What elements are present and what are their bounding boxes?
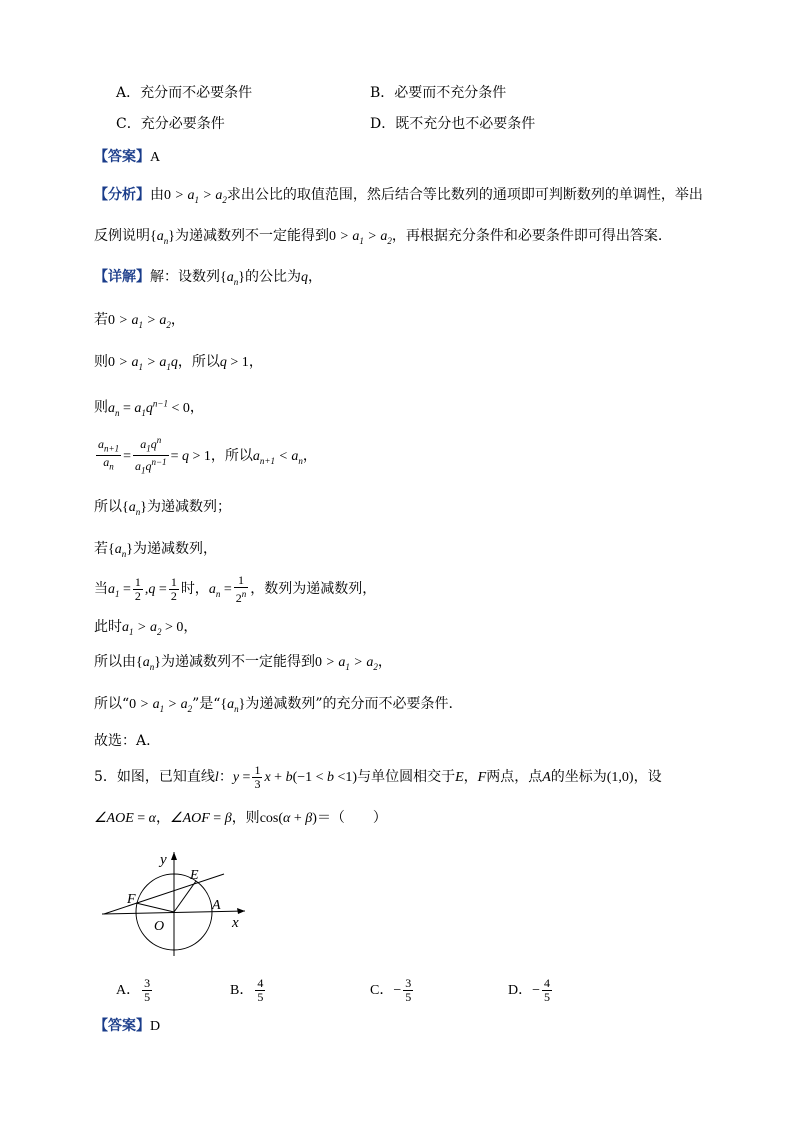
label-o: O [154,919,165,934]
q5-text: ， [463,769,478,785]
math-inline: E [455,770,464,785]
math-inline: cos(α + β) [259,811,317,826]
label-y: y [160,852,167,868]
math-inline: $0 > a_1 > a_2$ [108,313,171,330]
q5-text: 的坐标为 [550,769,607,785]
q4-detail-l10 [94,694,453,719]
q5-option-d [508,973,554,1008]
q4-option-c: C．充分必要条件 [116,116,225,132]
unit-circle-figure [100,848,250,958]
detail-tag: 【详解】 [94,269,150,285]
segment-oe [174,881,196,912]
label-f: F [127,892,136,907]
detail-text: 所以由 [94,654,136,670]
q5-text: 两点，点 [486,769,543,785]
fraction: $\frac{4}{5}$ [257,975,264,1004]
fraction: $\frac{1}{3}$ [254,762,261,791]
option-label: D． [508,983,533,998]
x-axis-arrow [237,908,245,914]
fraction: $\frac{3}{5}$ [144,975,151,1004]
answer-tag: 【答案】 [94,1018,150,1034]
detail-text: ，所以 [177,354,220,370]
detail-text: 解：设数列 [150,269,220,285]
fraction: $\frac{4}{5}$ [544,975,551,1004]
option-label: B． [230,983,254,998]
q4-option-b: B．必要而不充分条件 [370,85,507,101]
analysis-text: 为递减数列不一定能得到 [174,228,329,244]
detail-text: 所以 [94,499,122,515]
fraction: $\frac{1}{2}$ [134,574,141,603]
q5-stem-line2 [94,808,387,829]
math-inline: $\{a_n\}$ [136,655,161,672]
math-inline: $0 > a_1 > a_2$ [314,655,378,672]
math-inline: q [300,270,308,285]
q4-detail-l6 [94,539,217,564]
math-inline: $0 > a_1 > a_2$ [129,697,193,714]
minus-sign: − [393,983,402,998]
math-inline: F [477,770,487,785]
detail-text: ， [183,619,198,635]
q5-answer [94,1016,160,1037]
math-inline: $a_{n+1} < a_n$ [252,448,303,466]
label-a: A [212,898,221,913]
detail-text: 此时 [94,619,122,635]
q4-detail-l4 [94,434,317,478]
math-inline: $\{a_n\}$ [122,500,147,517]
q5-text: 与单位圆相交于 [357,769,456,785]
detail-text: ， [248,354,263,370]
math-inline: A [542,770,551,785]
q5-text: ， [156,810,171,826]
math-inline: $a_1 > a_2 > 0$ [122,620,184,637]
detail-text: ， [377,654,392,670]
detail-text: 则 [94,354,108,370]
label-x: x [232,915,239,931]
q4-detail-l8 [94,617,197,642]
math-inline: $0 > a_1 > a_2$ [164,188,227,205]
option-label: A． [116,983,141,998]
detail-text: 为递减数列”的充分而不必要条件. [245,696,453,712]
math-inline: $a_n = a_1q^{n-1} < 0$ [108,398,190,418]
q4-detail-l3 [94,393,204,422]
q4-detail-l11: 故选：A. [94,733,151,749]
segment-of [136,903,174,912]
answer-value: A [150,150,161,165]
q4-option-d: D．既不充分也不必要条件 [370,116,536,132]
q5-text: ＝（ ） [316,810,387,826]
detail-text: 的公比为 [244,269,301,285]
q4-answer [94,147,160,168]
math-inline: x + b(−1 < b <1) [264,770,358,785]
math-inline: $\{a_n\}$ [108,542,133,559]
analysis-text: 由 [150,187,164,203]
detail-text: 当 [94,581,108,597]
q5-text: 5．如图，已知直线 [94,769,215,785]
y-axis-arrow [171,852,177,860]
detail-text: ， [302,447,317,464]
math-inline: l [214,770,219,785]
math-inline: ,q = [144,582,167,597]
math-inline: y = [232,770,251,785]
math-inline: q > 1 [219,355,249,370]
q5-option-c [370,973,415,1008]
detail-text: 为递减数列不一定能得到 [160,654,315,670]
q4-detail-l1 [94,310,185,335]
answer-tag: 【答案】 [94,149,150,165]
detail-text: 若 [94,541,108,557]
minus-sign: − [532,983,541,998]
q5-text: ，设 [633,769,662,785]
detail-text: 所以“ [94,696,130,712]
q5-text: ，则 [231,810,260,826]
q4-analysis-line1 [94,185,703,210]
fraction: $\frac{1}{2}$ [170,574,177,603]
q4-detail-l9 [94,652,392,677]
q4-option-a: A．充分而不必要条件 [116,85,253,101]
q4-detail-intro [94,267,322,292]
math-inline: $\{a_n\}$ [220,270,245,287]
math-inline: $0 > a_1 > a_2$ [328,229,392,246]
math-inline: = [123,448,131,464]
label-e: E [190,868,199,883]
q5-option-a [116,973,154,1008]
math-inline: $a_1$ = [108,582,131,599]
fraction: $\frac{a_1q^n}{a_1q^{n-1}}$ [134,435,167,476]
analysis-text: 求出公比的取值范围，然后结合等比数列的通项即可判断数列的单调性，举出 [226,187,703,203]
detail-text: ”是“ [192,696,221,712]
detail-text: 时， [180,581,209,597]
detail-text: ，所以 [210,447,253,464]
math-inline: $\{a_n\}$ [150,229,175,246]
fraction: $\frac{3}{5}$ [405,975,412,1004]
detail-text: 为递减数列， [132,541,217,557]
detail-text: ， [170,312,185,328]
math-inline: = q > 1 [170,448,211,464]
detail-text: ，数列为递减数列， [250,581,377,597]
fraction: $\frac{1}{2^n}$ [235,572,247,605]
line-l [104,874,224,914]
fraction: $\frac{a_{n+1}}{a_n}$ [98,437,120,472]
q5-stem-line1: 5．如图，已知直线l：y = $\frac{1}{3}$ x + b(−1 < b <1)与单位圆相交于E，F两点，点A的坐标为(1,0)，设 [94,762,662,791]
detail-text: 为递减数列； [146,499,231,515]
detail-text: ， [307,269,322,285]
math-inline: $\{a_n\}$ [220,697,246,714]
analysis-text: ，再根据充分条件和必要条件即可得出答案. [391,228,663,244]
math-inline: ∠AOF = β [170,811,232,826]
math-inline: $a_n$ = [208,582,232,599]
math-inline: $0 > a_1 > a_1q$ [108,355,178,372]
option-label: C． [370,983,394,998]
q4-detail-l2 [94,352,263,377]
detail-text: ， [189,399,204,416]
q4-detail-l5 [94,497,231,522]
analysis-text: 反例说明 [94,228,150,244]
analysis-tag: 【分析】 [94,187,150,203]
math-inline: (1,0) [606,770,634,785]
answer-value: D [150,1019,161,1034]
detail-text: 若 [94,312,108,328]
math-inline: ∠AOE = α [94,811,157,826]
detail-text: 则 [94,399,108,416]
q4-analysis-line2 [94,226,662,251]
q4-detail-l7 [94,572,376,611]
q5-option-b [230,973,267,1008]
